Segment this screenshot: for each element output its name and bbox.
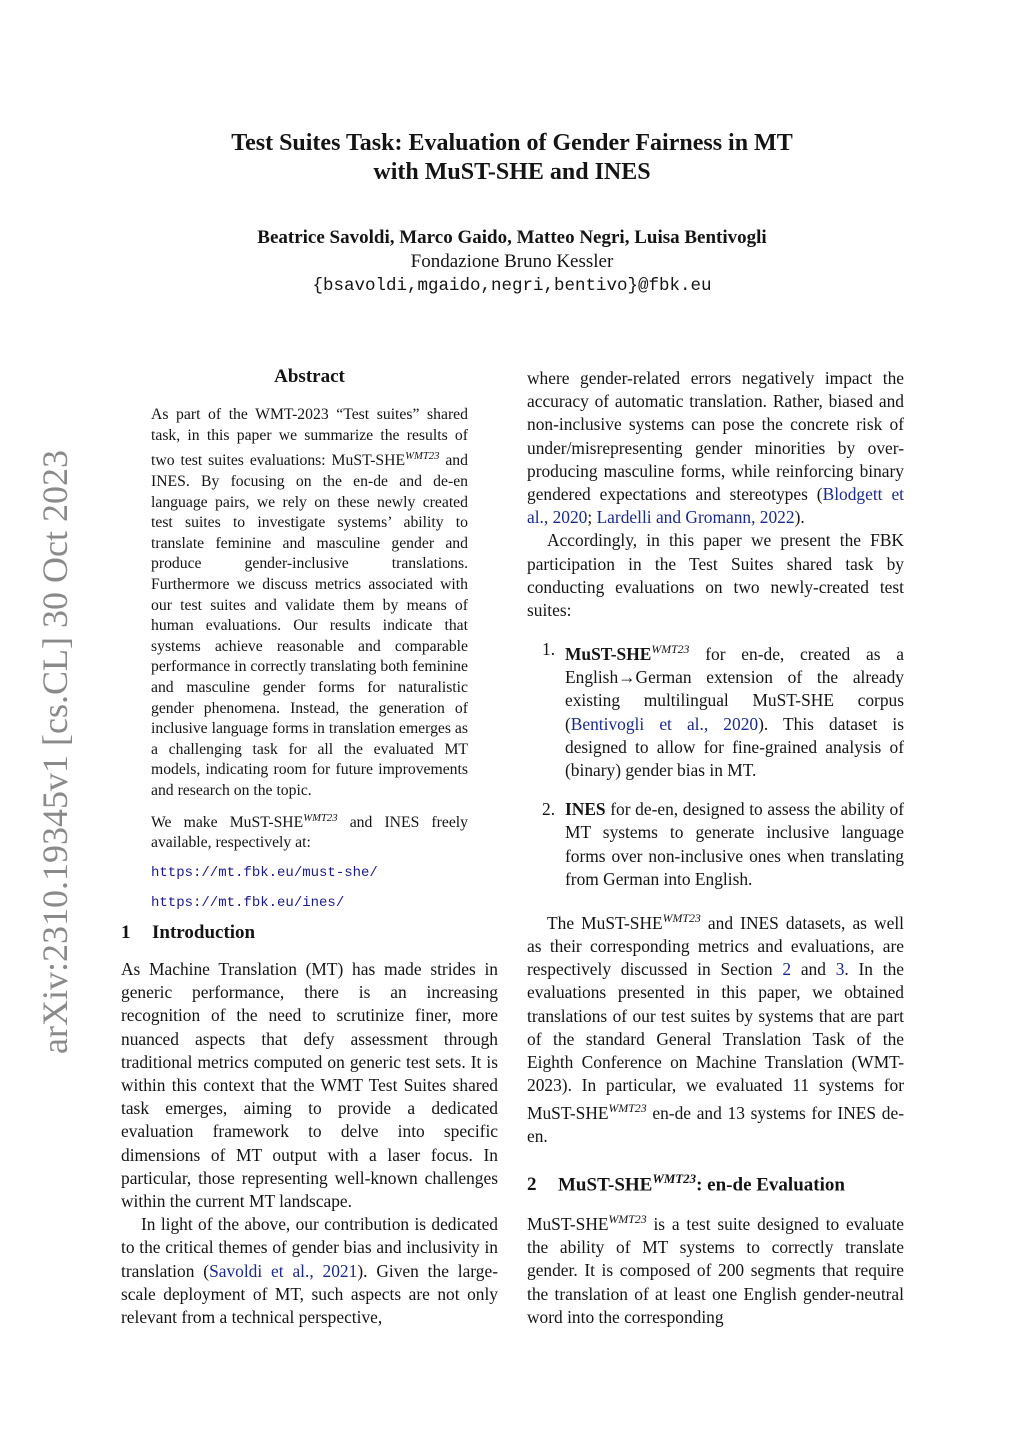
list-item (527, 798, 904, 891)
intro-text: In light of the above, our contribution is dedicated to the critical themes of gender bias and inclusivity in translation ( (121, 1214, 498, 1281)
right-column-body (527, 367, 904, 1329)
list-marker: 2. (542, 799, 556, 820)
ines-link[interactable]: https://mt.fbk.eu/ines/ (151, 894, 345, 911)
body-text: ). (794, 507, 805, 528)
list-item (527, 638, 904, 782)
test-suite-list (527, 638, 904, 891)
item-name: INES (565, 799, 606, 820)
title-line-1: Test Suites Task: Evaluation of Gender Fairness in MT (231, 130, 793, 156)
citation-lardelli-2022[interactable]: Lardelli and Gromann, 2022 (596, 507, 795, 528)
body-text: is a test suite designed to evaluate the ability of MT systems to correctly translate gender. It is composed of 200 segments that require the translation of at least one English gender-neutral word into the corresponding (527, 1214, 904, 1327)
citation-savoldi-2021[interactable]: Savoldi et al., 2021 (209, 1260, 358, 1281)
section-number: 1 (121, 922, 131, 943)
superscript-wmt23: WMT23 (652, 1170, 697, 1186)
affiliation: Fondazione Bruno Kessler (410, 251, 614, 272)
body-text: MuST-SHE (527, 1214, 609, 1235)
abstract-heading: Abstract (274, 366, 345, 387)
citation-bentivogli-2020[interactable]: Bentivogli et al., 2020 (570, 713, 759, 734)
body-text: and INES datasets, as well as their corresponding metrics and evaluations, are respectively discussed in Section (527, 912, 904, 980)
superscript-wmt23: WMT23 (303, 811, 338, 824)
superscript-wmt23: WMT23 (405, 450, 440, 463)
body-text: where gender-related errors negatively impact the accuracy of automatic translation. Rather, biased and non-inclusive systems can pose the concrete risk of under/misrepresenting gender minorities by over-producing masculine forms, while reinforcing binary gendered expectations and stereotypes ( (527, 368, 904, 505)
abstract-text: and INES. By focusing on the en-de and de-en language pairs, we rely on these newly created test suites to investigate systems’ ability to translate feminine and masculine gender and produce gender-inclusive translations. Furthermore we discuss metrics associated with our test suites and validate them by means of human evaluations. Our results indicate that systems achieve reasonable and comparable performance in correctly translating both feminine and masculine gender forms for naturalistic gender phenomena. Instead, the generation of inclusive language forms in translation emerges as a challenging task for all the evaluated MT models, indicating room for future improvements and research on the topic. (151, 452, 468, 799)
item-text: for de-en, designed to assess the ability of MT systems to generate inclusive language forms over non-inclusive ones when translating from German into English. (565, 799, 904, 889)
author-emails: {bsavoldi,mgaido,negri,bentivo}@fbk.eu (312, 276, 712, 296)
section-number: 2 (527, 1174, 537, 1196)
body-text: and (791, 959, 836, 980)
must-she-link[interactable]: https://mt.fbk.eu/must-she/ (151, 864, 378, 881)
superscript-wmt23: WMT23 (651, 642, 690, 657)
citation-blodgett-2020[interactable]: Blodgett et al., 2020 (527, 484, 904, 528)
intro-paragraph-1: As Machine Translation (MT) has made strides in generic performance, there is an increasing recognition of the need to scrutinize finer, more nuanced aspects that defy assessment through traditional metrics computed on generic test sets. It is within this context that the WMT Test Suites shared task emerges, aiming to provide a dedicated evaluation framework to delve into specific dimensions of MT output with a laser focus. In particular, those representing well-known challenges within the current MT landscape. (121, 959, 498, 1212)
intro-text: ). Given the large-scale deployment of MT, such aspects are not only relevant from a technical perspective, (121, 1260, 498, 1328)
item-name: MuST-SHE (565, 644, 652, 665)
intro-paragraph-2 (121, 1213, 498, 1329)
abstract-text: As part of the WMT-2023 “Test suites” shared task, in this paper we summarize the results of two test suites evaluations: MuST-SHE (151, 406, 468, 470)
abstract (151, 405, 468, 913)
section-2-heading (527, 1167, 904, 1197)
superscript-wmt23: WMT23 (662, 911, 701, 926)
introduction-text (121, 958, 498, 1329)
left-column-body (121, 922, 498, 1329)
right-paragraph-3 (527, 907, 904, 1149)
author-block (0, 226, 1024, 298)
section-title: MuST-SHE (558, 1174, 653, 1196)
superscript-wmt23: WMT23 (608, 1212, 647, 1227)
right-paragraph-1 (527, 367, 904, 529)
title-line-2: with MuST-SHE and INES (373, 159, 651, 185)
arxiv-identifier: arXiv:2310.19345v1 [cs.CL] 30 Oct 2023 (35, 450, 75, 1054)
section-title: Introduction (152, 922, 256, 943)
right-paragraph-2: Accordingly, in this paper we present the FBK participation in the Test Suites shared task by conducting evaluations on two newly-created test suites: (527, 530, 904, 621)
paper-title (0, 129, 1024, 187)
section-2-paragraph (527, 1208, 904, 1329)
abstract-text: We make MuST-SHE (151, 813, 304, 831)
section-2-ref[interactable]: 2 (782, 959, 792, 980)
body-text: The MuST-SHE (547, 912, 663, 933)
section-1-heading (121, 922, 498, 944)
item-text: ). This dataset is designed to allow for fine-grained analysis of (binary) gender bias in MT. (565, 713, 905, 781)
abstract-paragraph-1 (151, 405, 468, 802)
author-names: Beatrice Savoldi, Marco Gaido, Matteo Negri, Luisa Bentivogli (257, 227, 767, 248)
section-3-ref[interactable]: 3 (835, 959, 845, 980)
section-title: : en-de Evaluation (696, 1174, 845, 1196)
abstract-paragraph-2 (151, 808, 468, 854)
superscript-wmt23: WMT23 (608, 1101, 647, 1116)
body-text: ; (587, 507, 597, 528)
body-text: en-de and 13 systems for INES de-en. (527, 1103, 904, 1147)
abstract-text: and INES freely available, respectively at: (151, 813, 468, 852)
list-marker: 1. (542, 639, 556, 660)
item-text: for en-de, created as a English→German extension of the already existing multilingual MuST-SHE corpus ( (565, 644, 904, 734)
body-text: . In the evaluations presented in this paper, we obtained translations of our test suites by systems that are part of the standard General Translation Task of the Eighth Conference on Machine Translation (WMT-2023). In particular, we evaluated 11 systems for MuST-SHE (527, 959, 904, 1124)
